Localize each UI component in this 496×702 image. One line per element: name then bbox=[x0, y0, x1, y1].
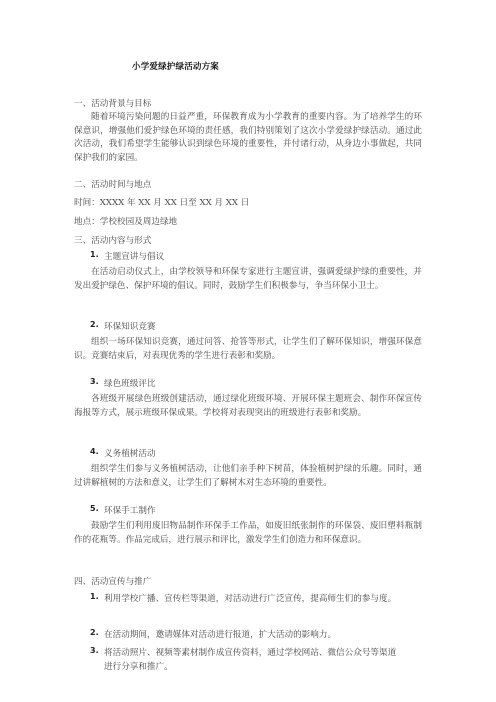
item-body: 在活动启动仪式上，由学校领导和环保专家进行主题宣讲，强调爱绿护绿的重要性，并发出爱护绿色、保护环境的倡议。同时，鼓励学生们积极参与，争当环保小卫士。 bbox=[74, 267, 422, 291]
item-label: 绿色班级评比 bbox=[104, 379, 156, 389]
section-3-heading: 三、活动内容与形式 bbox=[74, 236, 152, 246]
item-text: 将活动照片、视频等素材制作成宣传资料，通过学校网站、微信公众号等渠道进行分享和推广。 bbox=[104, 648, 397, 672]
item-label: 环保知识竞赛 bbox=[104, 322, 156, 332]
item-text: 利用学校广播、宣传栏等渠道，对活动进行广泛宣传，提高师生们的参与度。 bbox=[104, 594, 397, 604]
item-label: 义务植树活动 bbox=[104, 449, 156, 459]
item-number: 2. bbox=[90, 320, 99, 329]
activity-time: 时间：XXXX 年 XX 月 XX 日至 XX 月 XX 日 bbox=[74, 198, 250, 208]
item-number: 5. bbox=[90, 504, 99, 513]
section-4-heading: 四、活动宣传与推广 bbox=[74, 577, 152, 587]
item-body: 鼓励学生们利用废旧物品制作环保手工作品，如废旧纸张制作的环保袋、废旧塑料瓶制作的花瓶等。作品完成后，进行展示和评比，激发学生们创造力和环保意识。 bbox=[74, 521, 422, 545]
item-number: 4. bbox=[90, 447, 99, 456]
section-2-heading: 二、活动时间与地点 bbox=[74, 180, 152, 190]
section-1-heading: 一、活动背景与目标 bbox=[74, 99, 152, 109]
item-number: 2. bbox=[90, 628, 99, 637]
section-1-body: 随着环境污染问题的日益严重，环保教育成为小学教育的重要内容。为了培养学生的环保意识，增强他们爱护绿色环境的责任感，我们特别策划了这次小学爱绿护绿活动。通过此次活动，我们希望学生能够认识到绿色环境的重要性，并付诸行动，从身边小事做起，共同保护我们的家园。 bbox=[74, 112, 422, 163]
item-label: 环保手工制作 bbox=[104, 506, 156, 516]
document-title: 小学爱绿护绿活动方案 bbox=[132, 62, 220, 72]
activity-place: 地点：学校校园及周边绿地 bbox=[74, 217, 178, 227]
item-number: 3. bbox=[90, 377, 99, 386]
item-label: 主题宣讲与倡议 bbox=[104, 252, 165, 262]
item-number: 1. bbox=[90, 250, 99, 259]
item-number: 3. bbox=[90, 646, 99, 655]
item-text: 在活动期间，邀请媒体对活动进行报道，扩大活动的影响力。 bbox=[104, 630, 337, 640]
item-number: 1. bbox=[90, 592, 99, 601]
item-body: 各班级开展绿色班级创建活动，通过绿化班级环境、开展环保主题班会、制作环保宣传海报等方式，展示班级环保成果。学校将对表现突出的班级进行表彰和奖励。 bbox=[74, 394, 422, 418]
item-body: 组织一场环保知识竞赛，通过问答、抢答等形式，让学生们了解环保知识，增强环保意识。竞赛结束后，对表现优秀的学生进行表彰和奖励。 bbox=[74, 337, 422, 361]
item-body: 组织学生们参与义务植树活动，让他们亲手种下树苗，体验植树护绿的乐趣。同时，通过讲解植树的方法和意义，让学生们了解树木对生态环境的重要性。 bbox=[74, 464, 422, 488]
